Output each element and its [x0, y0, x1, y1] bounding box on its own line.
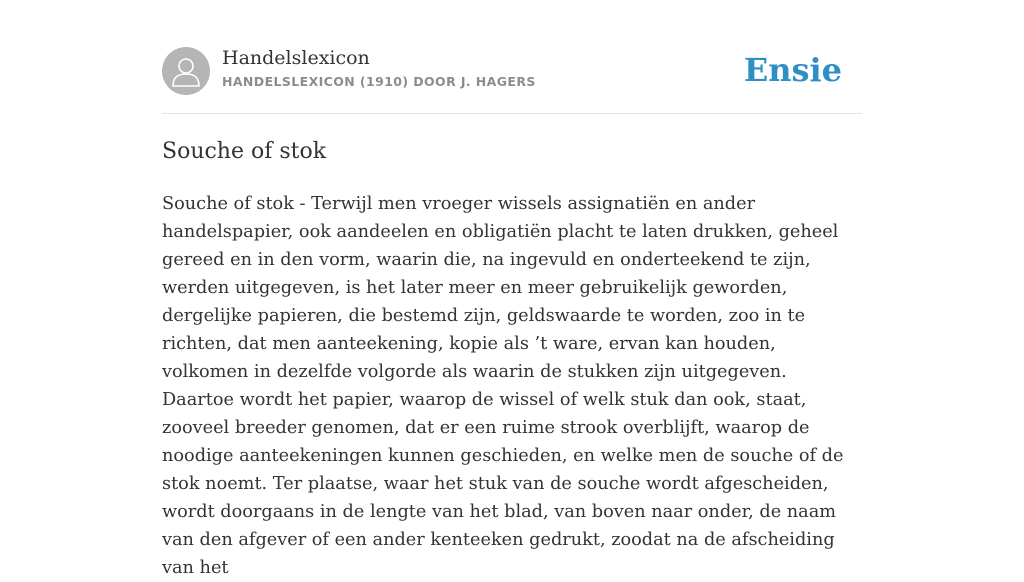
entry-body: Souche of stok - Terwijl men vroeger wissels assignatiën en ander handelspapier, ook aandeelen en obligatiën placht te laten drukken, geheel gereed en in den vorm, waarin die, na ingevuld en onderteekend te zijn, werden uitgegeven, is het later meer en meer gebruikelijk geworden, dergelijke papieren, die bestemd zijn, geldswaarde te worden, zoo in te richten, dat men aanteekening, kopie als ’t ware, ervan kan houden, volkomen in dezelfde volgorde als waarin de stukken zijn uitgegeven. Daartoe wordt het papier, waarop de wissel of welk stuk dan ook, staat, zooveel breeder genomen, dat er een ruime strook overblijft, waarop de noodige aanteekeningen kunnen geschieden, en welke men de souche of de stok noemt. Ter plaatse, waar het stuk van de souche wordt afgescheiden, wordt doorgaans in de lengte van het blad, van boven naar onder, de naam van den afgever of een ander kenteeken gedrukt, zoodat na de afscheiding van het [162, 194, 844, 578]
avatar[interactable] [162, 47, 210, 95]
divider [162, 113, 862, 114]
user-icon [162, 47, 210, 95]
source-subtitle[interactable]: HANDELSLEXICON (1910) DOOR J. HAGERS [222, 74, 536, 89]
entry-title: Souche of stok [162, 139, 327, 164]
source-title[interactable]: Handelslexicon [222, 47, 370, 69]
brand-logo[interactable]: Ensie [743, 51, 842, 89]
header [162, 46, 862, 96]
